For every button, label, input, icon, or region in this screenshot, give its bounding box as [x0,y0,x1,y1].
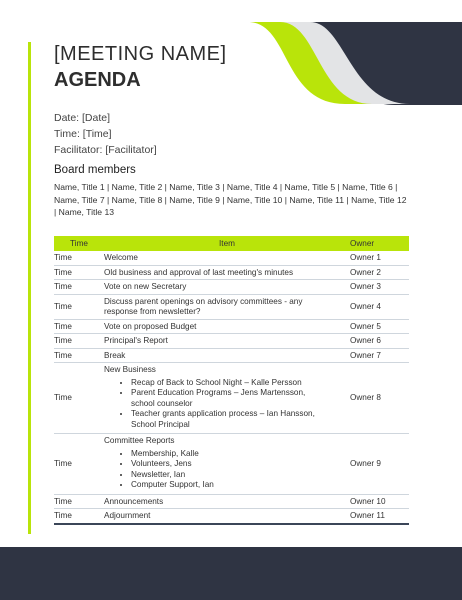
row-bullet-list [104,449,350,491]
row-time: Time [54,334,104,349]
table-row [54,319,409,334]
agenda-header-row [54,236,409,251]
list-item: • Recap of Back to School Night – Kalle Persson [131,378,330,389]
row-owner: Owner 11 [350,509,409,524]
row-item: Welcome [104,251,350,265]
accent-vertical-rule [28,42,31,534]
agenda-table [54,236,409,525]
row-time: Time [54,251,104,265]
row-owner: Owner 5 [350,319,409,334]
row-time: Time [54,319,104,334]
date-line: Date: [Date] [54,112,111,124]
meeting-meta [54,110,157,158]
row-time: Time [54,434,104,495]
list-item: • Computer Support, Ian [131,480,350,491]
board-members-heading: Board members [54,164,136,176]
row-owner: Owner 4 [350,294,409,319]
title-block [54,42,227,94]
row-item-heading: Committee Reports [104,436,175,445]
row-time: Time [54,363,104,434]
table-row [54,251,409,265]
list-item: • Teacher grants application process – Ian Hansson, School Principal [131,409,330,430]
table-row [54,509,409,524]
table-row [54,494,409,509]
row-item: Vote on proposed Budget [104,319,350,334]
row-item: Break [104,348,350,363]
row-time: Time [54,494,104,509]
col-header-item: Item [104,236,350,251]
table-row [54,334,409,349]
table-row [54,294,409,319]
time-line: Time: [Time] [54,128,112,140]
row-owner: Owner 7 [350,348,409,363]
row-item-heading: New Business [104,365,156,374]
table-row [54,265,409,280]
row-time: Time [54,280,104,295]
board-members-list: Name, Title 1 | Name, Title 2 | Name, Title 3 | Name, Title 4 | Name, Title 5 | Name, Title 6 | Name, Title 7 | Name, Title 8 | Name, Title 9 | Name, Title 10 | Name, Title 11 | Name, Title 12 | Name, Title 13 [54,182,407,218]
meeting-name-heading: [MEETING NAME] [54,43,227,65]
row-time: Time [54,294,104,319]
row-item-with-bullets [104,363,350,434]
row-owner: Owner 6 [350,334,409,349]
row-owner: Owner 8 [350,363,409,434]
table-row [54,348,409,363]
col-header-time: Time [54,236,104,251]
row-owner: Owner 3 [350,280,409,295]
row-bullet-list [104,378,350,431]
table-row [54,363,409,434]
row-owner: Owner 2 [350,265,409,280]
facilitator-line: Facilitator: [Facilitator] [54,144,157,156]
row-item: Adjournment [104,509,350,524]
row-time: Time [54,509,104,524]
agenda-title: AGENDA [54,69,141,91]
col-header-owner: Owner [350,236,409,251]
list-item: • Membership, Kalle [131,449,350,460]
list-item: • Volunteers, Jens [131,459,350,470]
list-item: • Parent Education Programs – Jens Martensson, school counselor [131,388,330,409]
row-owner: Owner 10 [350,494,409,509]
row-owner: Owner 1 [350,251,409,265]
table-row [54,280,409,295]
row-item-with-bullets [104,434,350,495]
row-item: Discuss parent openings on advisory committees - any response from newsletter? [104,294,350,319]
row-item: Old business and approval of last meeting's minutes [104,265,350,280]
row-time: Time [54,348,104,363]
row-owner: Owner 9 [350,434,409,495]
table-row [54,434,409,495]
row-item: Vote on new Secretary [104,280,350,295]
list-item: • Newsletter, Ian [131,470,350,481]
row-item: Announcements [104,494,350,509]
footer-band [0,547,462,600]
row-time: Time [54,265,104,280]
row-item: Principal's Report [104,334,350,349]
